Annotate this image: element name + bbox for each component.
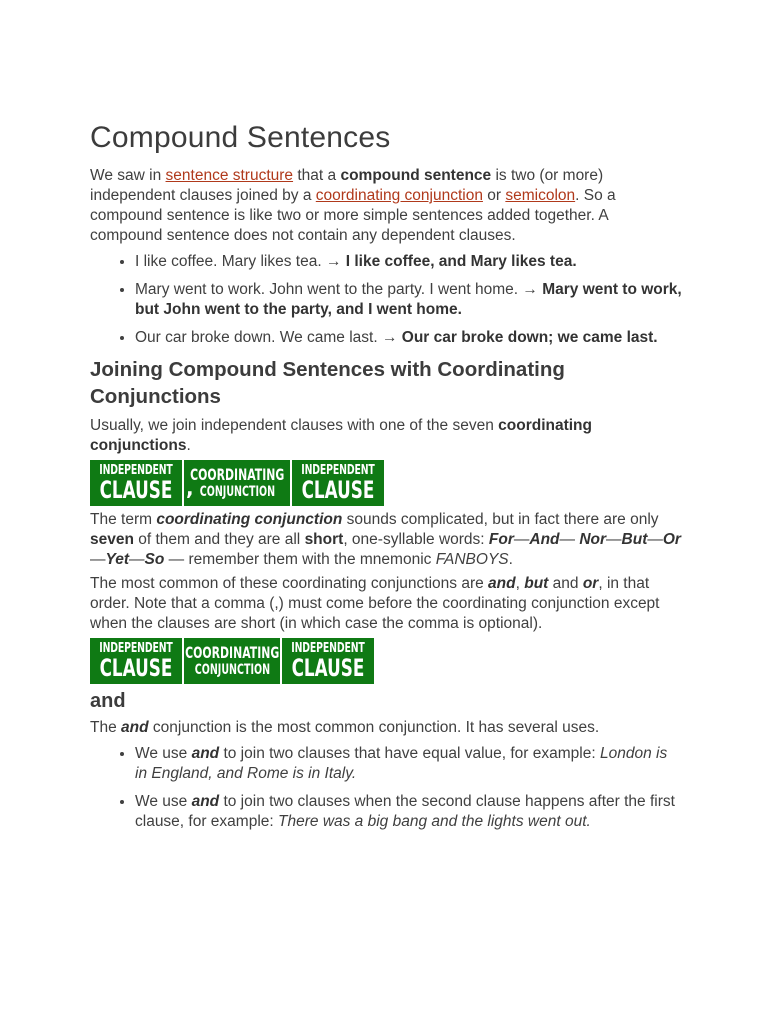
clause-diagram	[90, 638, 365, 684]
intro-paragraph	[90, 166, 682, 246]
example-bold: I like coffee, and Mary likes tea.	[345, 253, 577, 270]
independent-clause-box	[90, 460, 182, 506]
list-item	[135, 280, 682, 320]
conjunction-word: and	[488, 575, 516, 592]
comma-mark: ,	[186, 476, 194, 500]
text: We use	[135, 745, 192, 762]
example-sentence: There was a big bang and the lights went out.	[278, 813, 591, 830]
fanboys-word: Nor	[579, 531, 607, 548]
text: ,	[515, 575, 525, 592]
bold-term: short	[304, 531, 344, 548]
example-bold: Mary went to work, but John went to the party, and I went home.	[135, 281, 682, 318]
independent-clause-box	[282, 638, 374, 684]
text: , in that order. Note that a comma (,) must come before the coordinating conjunction except when the clauses are short (in which case the comma is optional).	[90, 575, 660, 632]
dash: —	[559, 531, 576, 548]
fanboys-word: Or	[662, 531, 681, 548]
text: We saw in	[90, 167, 166, 184]
page-title: Compound Sentences	[90, 121, 391, 154]
box-label: INDEPENDENT	[301, 463, 375, 478]
list-item	[135, 792, 682, 832]
box-label: CLAUSE	[301, 476, 375, 504]
text: — remember them with the mnemonic	[164, 551, 436, 568]
uses-list	[90, 744, 682, 832]
box-label: CONJUNCTION	[199, 484, 275, 500]
list-item	[135, 328, 682, 348]
independent-clause-box	[90, 638, 182, 684]
conjunction-word: or	[582, 575, 599, 592]
coordinating-conjunction-link[interactable]: coordinating conjunction	[315, 187, 483, 204]
example-sentence: London is in England, and Rome is in Italy.	[135, 745, 668, 782]
dash: —	[606, 531, 622, 548]
bold-term: seven	[90, 531, 134, 548]
box-label: CLAUSE	[99, 476, 173, 504]
paragraph	[90, 510, 682, 570]
fanboys-word: For	[488, 531, 514, 548]
text: or	[482, 187, 506, 204]
text: The term	[90, 511, 157, 528]
conjunction-word: and	[121, 719, 149, 736]
paragraph	[90, 416, 682, 456]
bold-term: compound sentence	[340, 167, 492, 184]
text: sounds complicated, but in fact there are only	[342, 511, 659, 528]
list-item	[135, 252, 682, 272]
coordinating-conjunction-box	[184, 638, 280, 684]
text: to join two clauses when the second clause happens after the first clause, for example:	[135, 793, 675, 830]
text: that a	[293, 167, 341, 184]
text: , one-syllable words:	[343, 531, 489, 548]
clause-diagram-with-comma	[90, 460, 373, 506]
text: and	[548, 575, 583, 592]
coordinating-conjunction-box	[184, 460, 290, 506]
independent-clause-box	[292, 460, 384, 506]
dash: —	[90, 551, 106, 568]
example-plain: I like coffee. Mary likes tea. →	[135, 253, 346, 270]
fanboys-word: So	[144, 551, 165, 568]
conjunction-word: and	[191, 745, 220, 762]
text: . So a compound sentence is like two or more simple sentences added together. A compound sentence does not contain any dependent clauses.	[90, 187, 616, 244]
paragraph	[90, 718, 682, 738]
article	[90, 118, 682, 840]
text: conjunction is the most common conjunction. It has several uses.	[148, 719, 600, 736]
text: .	[508, 551, 513, 568]
examples-list	[90, 252, 682, 348]
fanboys-word: And	[529, 531, 560, 548]
text: to join two clauses that have equal value, for example:	[219, 745, 600, 762]
box-label: INDEPENDENT	[291, 641, 365, 656]
text: Usually, we join independent clauses with one of the seven	[90, 417, 499, 434]
text: The	[90, 719, 122, 736]
box-label: COORDINATING	[184, 643, 280, 662]
section-heading-and: and	[90, 690, 126, 712]
semicolon-link[interactable]: semicolon	[505, 187, 576, 204]
bold-term: coordinating conjunctions	[90, 417, 592, 454]
paragraph	[90, 574, 682, 634]
mnemonic: FANBOYS	[435, 551, 509, 568]
box-label: CONJUNCTION	[194, 662, 270, 678]
text: We use	[135, 793, 192, 810]
example-plain: Our car broke down. We came last. →	[135, 329, 402, 346]
section-heading-joining: Joining Compound Sentences with Coordinating Conjunctions	[90, 358, 565, 408]
box-label: INDEPENDENT	[99, 641, 173, 656]
list-item	[135, 744, 682, 784]
text: is two (or more) independent clauses joined by a	[90, 167, 604, 204]
box-label: CLAUSE	[99, 654, 173, 682]
text: .	[186, 437, 191, 454]
dash: —	[129, 551, 145, 568]
box-label: COORDINATING	[189, 465, 285, 484]
conjunction-word: but	[524, 575, 549, 592]
fanboys-word: Yet	[105, 551, 130, 568]
example-bold: Our car broke down; we came last.	[401, 329, 658, 346]
text: of them and they are all	[133, 531, 305, 548]
fanboys-word: But	[621, 531, 648, 548]
example-plain: Mary went to work. John went to the party. I went home. →	[135, 281, 543, 298]
box-label: INDEPENDENT	[99, 463, 173, 478]
bold-italic-term: coordinating conjunction	[156, 511, 343, 528]
dash: —	[513, 531, 530, 548]
text: The most common of these coordinating conjunctions are	[90, 575, 489, 592]
sentence-structure-link[interactable]: sentence structure	[165, 167, 294, 184]
conjunction-word: and	[191, 793, 220, 810]
box-label: CLAUSE	[291, 654, 365, 682]
dash: —	[647, 531, 663, 548]
